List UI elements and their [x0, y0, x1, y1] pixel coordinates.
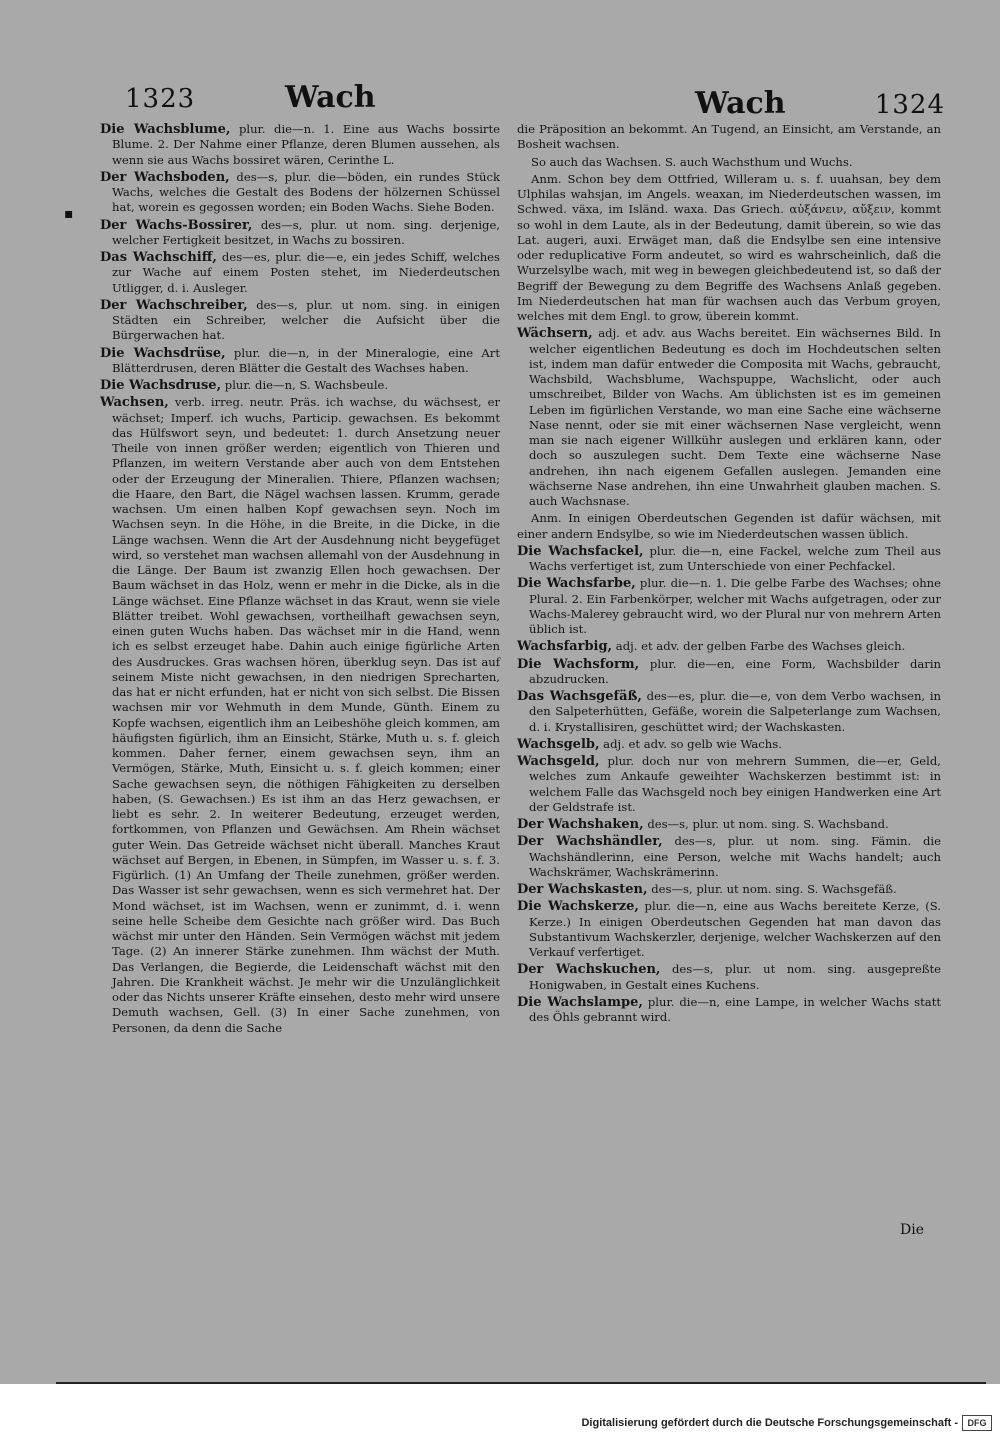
funding-credit: Digitalisierung gefördert durch die Deutsche Forschungsgemeinschaft -	[581, 1417, 958, 1429]
dictionary-entry	[517, 882, 941, 897]
dictionary-entry	[517, 737, 941, 752]
entry-text: des—s, plur. ut nom. sing. S. Wachsgefäß.	[647, 882, 897, 896]
dictionary-entry	[517, 657, 941, 688]
dictionary-entry	[517, 899, 941, 960]
right-column	[517, 122, 941, 1027]
entry-lemma: Die Wachsfarbe,	[517, 576, 636, 592]
entry-text: plur. die—n, eine Fackel, welche zum Theil aus Wachs verfertiget ist, zum Unterschiede von einer Pechfackel.	[529, 543, 942, 573]
entry-text: plur. die—en, eine Form, Wachsbilder darin abzudrucken.	[529, 656, 942, 686]
entry-text: des—s, plur. ut nom. sing. ausgepreßte Honigwaben, in Gestalt eines Kuchens.	[529, 962, 941, 992]
entry-text: des—s, plur. ut nom. sing. Fämin. die Wachshändlerinn, eine Person, welche mit Wachs handelt; auch Wachskrämer, Wachskrämerinn.	[529, 834, 941, 879]
running-head-right: Wach	[695, 86, 786, 121]
dictionary-entry	[100, 395, 500, 1036]
left-column	[100, 122, 500, 1038]
dictionary-entry	[517, 544, 941, 575]
entry-lemma: Die Wachsdrüse,	[100, 345, 226, 361]
entry-text: die Präposition an bekommt. An Tugend, an Einsicht, am Verstande, an Bosheit wachsen.	[517, 122, 941, 152]
entry-text: adj. et adv. so gelb wie Wachs.	[599, 736, 782, 751]
entry-text: plur. die—n, eine Lampe, in welcher Wachs statt des Öhls gebrannt wird.	[529, 994, 942, 1024]
dictionary-entry	[100, 122, 500, 168]
entry-lemma: Die Wachsfackel,	[517, 543, 644, 559]
entry-text: des—es, plur. die—e, von dem Verbo wachsen, in den Salpeterhütten, Gefäße, worein die Salpeterlange zum Wachsen, d. i. Krystallisiren, geschüttet wird; der Wachskasten.	[529, 689, 941, 734]
entry-lemma: Wachsen,	[100, 395, 169, 411]
dictionary-entry	[517, 511, 941, 542]
dictionary-entry	[517, 326, 941, 509]
entry-lemma: Wächsern,	[517, 326, 593, 342]
entry-lemma: Die Wachsform,	[517, 656, 640, 672]
entry-text: So auch das Wachsen. S. auch Wachsthum und Wuchs.	[531, 154, 853, 169]
entry-text: des—s, plur. ut nom. sing. S. Wachsband.	[643, 817, 889, 831]
entry-text: plur. die—n, eine aus Wachs bereitete Kerze, (S. Kerze.) In einigen Oberdeutschen Gegenden hat man davon das Substantivum Wachskerzler, derjenige, welcher Wachskerzen auf den Verkauf verfertiget.	[529, 899, 941, 959]
entry-lemma: Das Wachsgefäß,	[517, 689, 642, 704]
entry-text: plur. die—n. 1. Eine aus Wachs bossirte Blume. 2. Der Nahme einer Pflanze, deren Blumen aussehen, als wenn sie aus Wachs bossiret wären, Cerinthe L.	[112, 122, 500, 167]
entry-text: des—es, plur. die—e, ein jedes Schiff, welches zur Wache auf einem Posten stehet, im Niederdeutschen Utligger, d. i. Ausleger.	[112, 250, 500, 295]
entry-text: Anm. In einigen Oberdeutschen Gegenden ist dafür wächsen, mit einer andern Endsylbe, so wie im Niederdeutschen wassen üblich.	[517, 511, 941, 541]
entry-lemma: Die Wachskerze,	[517, 899, 639, 915]
running-head-left: Wach	[285, 80, 376, 115]
entry-lemma: Der Wachskuchen,	[517, 962, 661, 978]
entry-text: plur. die—n, S. Wachsbeule.	[221, 378, 389, 392]
entry-lemma: Die Wachslampe,	[517, 994, 643, 1010]
page-number-right: 1324	[874, 90, 945, 120]
dfg-logo: DFG	[962, 1415, 992, 1431]
entry-lemma: Der Wachskasten,	[517, 882, 648, 897]
dictionary-entry	[100, 250, 500, 296]
dictionary-entry	[517, 172, 941, 325]
entry-lemma: Das Wachschiff,	[100, 250, 217, 265]
entry-lemma: Wachsgeld,	[517, 754, 600, 769]
dictionary-entry	[517, 995, 941, 1026]
entry-lemma: Der Wachsboden,	[100, 169, 230, 185]
dictionary-entry	[100, 346, 500, 377]
entry-lemma: Der Wachshändler,	[517, 834, 663, 850]
entry-text: adj. et adv. aus Wachs bereitet. Ein wächsernes Bild. In welcher eigentlichen Bedeutung es doch im Hochdeutschen selten ist, indem man dafür entweder die Composita mit Wachs, gebraucht, Wachsbild, Wachsblume, Wachspuppe, Wachslicht, oder auch umschreibet, Bilder von Wachs. Am üblichsten ist es im gemeinen Leben im figürlichen Verstande, wo man eine Sache eine wächserne Nase nennt, oder sie mit einer wächsernen Nase vergleicht, wenn man sie nach eigener Willkühr auslegen und erklären kann, oder doch so auszulegen sucht. Dem Texte eine wächserne Nase andrehen, ihn nach eigenem Gefallen auslegen. Jemanden eine wächserne Nase andrehen, ihn eine Unwahrheit glauben machen. S. auch Wachsnase.	[529, 326, 941, 508]
dictionary-entry	[517, 689, 941, 735]
dictionary-entry	[517, 576, 941, 637]
dictionary-entry	[517, 754, 941, 815]
dictionary-entry	[517, 817, 941, 832]
catchword: Die	[900, 1222, 924, 1238]
page-number-left: 1323	[125, 84, 196, 114]
margin-mark: ▪	[64, 206, 74, 222]
dictionary-entry	[517, 639, 941, 654]
dictionary-entry	[100, 298, 500, 344]
entry-text: plur. die—n. 1. Die gelbe Farbe des Wachses; ohne Plural. 2. Ein Farbenkörper, welcher mit Wachs aufgetragen, oder zur Wachs-Malerey gebraucht wird, wo der Plural nur von mehrern Arten üblich ist.	[529, 576, 941, 636]
entry-lemma: Wachsfarbig,	[517, 639, 613, 655]
entry-text: Anm. Schon bey dem Ottfried, Willeram u. s. f. uuahsan, bey dem Ulphilas wahsjan, im Angels. weaxan, im Niederdeutschen wassen, im Schwed. växa, im Isländ. waxa. Das Griech. αὐξάνειν, αὔξειν, kommt so wohl in dem Laute, als in der Bedeutung, damit überein, so wie das Lat. augeri, auxi. Erwäget man, daß die Endsylbe sen eine intensive oder reduplicative Form andeutet, so wird es wahrscheinlich, daß die Wurzelsylbe wach, mit weg in bewegen gleichbedeutend ist, so daß der Begriff der Bewegung zu dem Begriffe des Wachsens Anlaß gegeben. Im Niederdeutschen hat man für wachsen auch das Verbum groyen, welches mit dem Engl. to grow, überein kommt.	[517, 171, 941, 323]
entry-text: plur. doch nur von mehrern Summen, die—er, Geld, welches zum Ankaufe geweihter Wachskerzen bestimmt ist: in welchem Falle das Wachsgeld noch bey einigen Handwerken eine Art der Geldstrafe ist.	[529, 754, 941, 814]
entry-lemma: Wachsgelb,	[517, 736, 600, 752]
dictionary-entry	[100, 218, 500, 249]
entry-text: des—s, plur. ut nom. sing. in einigen Städten ein Schreiber, welcher die Aufsicht über die Bürgerwachen hat.	[112, 297, 500, 343]
entry-text: plur. die—n, in der Mineralogie, eine Art Blätterdrusen, deren Blätter die Gestalt des Wachses haben.	[112, 345, 500, 375]
entry-text: des—s, plur. ut nom. sing. derjenige, welcher Fertigkeit besitzet, in Wachs zu bossiren.	[112, 217, 500, 247]
dictionary-entry	[100, 378, 500, 393]
footer-bar	[0, 1384, 1000, 1432]
page-header	[125, 80, 945, 124]
entry-text: verb. irreg. neutr. Präs. ich wachse, du wächsest, er wächset; Imperf. ich wuchs, Particip. gewachsen. Es bekommt das Hülfswort seyn, und bedeutet: 1. durch Ansetzung neuer Theile von innen größer werden; eigentlich von Thieren und Pflanzen, im weitern Verstande aber auch von dem Entstehen oder der Erzeugung der Mineralien. Thiere, Pflanzen wachsen; die Haare, den Bart, die Nägel wachsen lassen. Krumm, gerade wachsen. Um einen halben Kopf gewachsen seyn. Noch im Wachsen seyn. In die Höhe, in die Breite, in die Dicke, in die Länge wachsen. Wenn die Art der Ausdehnung nicht beygefüget wird, so verstehet man wachsen allemahl von der Ausdehnung in die Länge. Der Baum ist zwanzig Ellen hoch gewachsen. Der Baum wächset in das Holz, wenn er mehr in die Dicke, als in die Länge wächset. Eine Pflanze wächset in das Kraut, wenn sie viele Blätter treibet. Wohl gewachsen, vortheilhaft gewachsen seyn, einen guten Wuchs haben. Das wächset mir in die Hand, wenn ich es selbst erzeuget habe. Dahin auch einige figürliche Arten des Ausdruckes. Gras wachsen hören, überklug seyn. Das ist auf seinem Miste nicht gewachsen, in den niedrigen Sprecharten, das hat er nicht erfunden, hat er nicht von sich selbst. Die Bissen wachsen mir vor Wehmuth in dem Munde, Günth. Einem zu Kopfe wachsen, eigentlich ihm an Leibeshöhe gleich kommen, am häufigsten figürlich, ihm an Einsicht, Stärke, Muth u. s. f. gleich kommen. Daher ferner, einem gewachsen seyn, ihm an Vermögen, Stärke, Muth, Einsicht u. s. f. gleich kommen; einer Sache gewachsen seyn, die nöthigen Fähigkeiten zu derselben haben, (S. Gewachsen.) Es ist ihm an das Herz gewachsen, er liebt es sehr. 2. In weiterer Bedeutung, erzeuget werden, fortkommen, von Pflanzen und Gewächsen. Am Rhein wächset guter Wein. Das Getreide wächset nicht überall. Manches Kraut wächset auf Bergen, in Ebenen, in Sümpfen, im Wasser u. s. f. 3. Figürlich. (1) An Umfang der Theile zunehmen, größer werden. Das Wasser ist sehr gewachsen, wenn es sich vermehret hat. Der Mond wächset, ist im Wachsen, wenn er zunimmt, d. i. wenn seine helle Scheibe dem Gesichte nach größer wird. Das Buch wächst mir unter den Händen. Sein Vermögen wächst mit jedem Tage. (2) An innerer Stärke zunehmen. Ihm wächst der Muth. Das Verlangen, die Begierde, die Leidenschaft wächst mit den Jahren. Die Krankheit wächst. Je mehr wir die Unzulänglichkeit oder das Nichts unserer Kräfte einsehen, desto mehr wird unsere Demuth wachsen, Gell. (3) In einer Sache zunehmen, von Personen, da denn die Sache	[112, 395, 500, 1035]
dictionary-entry	[517, 962, 941, 993]
dictionary-entry	[517, 834, 941, 880]
entry-lemma: Der Wachschreiber,	[100, 297, 248, 313]
entry-lemma: Die Wachsdruse,	[100, 378, 222, 393]
entry-text: des—s, plur. die—böden, ein rundes Stück Wachs, welches die Gestalt des Bodens der hölzernen Schüssel hat, worein es gegossen worden; ein Boden Wachs. Siehe Boden.	[112, 169, 500, 215]
dictionary-entry	[517, 122, 941, 153]
dictionary-entry	[517, 155, 941, 170]
entry-lemma: Die Wachsblume,	[100, 122, 231, 137]
entry-lemma: Der Wachs-Bossirer,	[100, 217, 253, 233]
entry-text: adj. et adv. der gelben Farbe des Wachses gleich.	[612, 639, 906, 654]
entry-lemma: Der Wachshaken,	[517, 817, 644, 832]
dictionary-entry	[100, 170, 500, 216]
